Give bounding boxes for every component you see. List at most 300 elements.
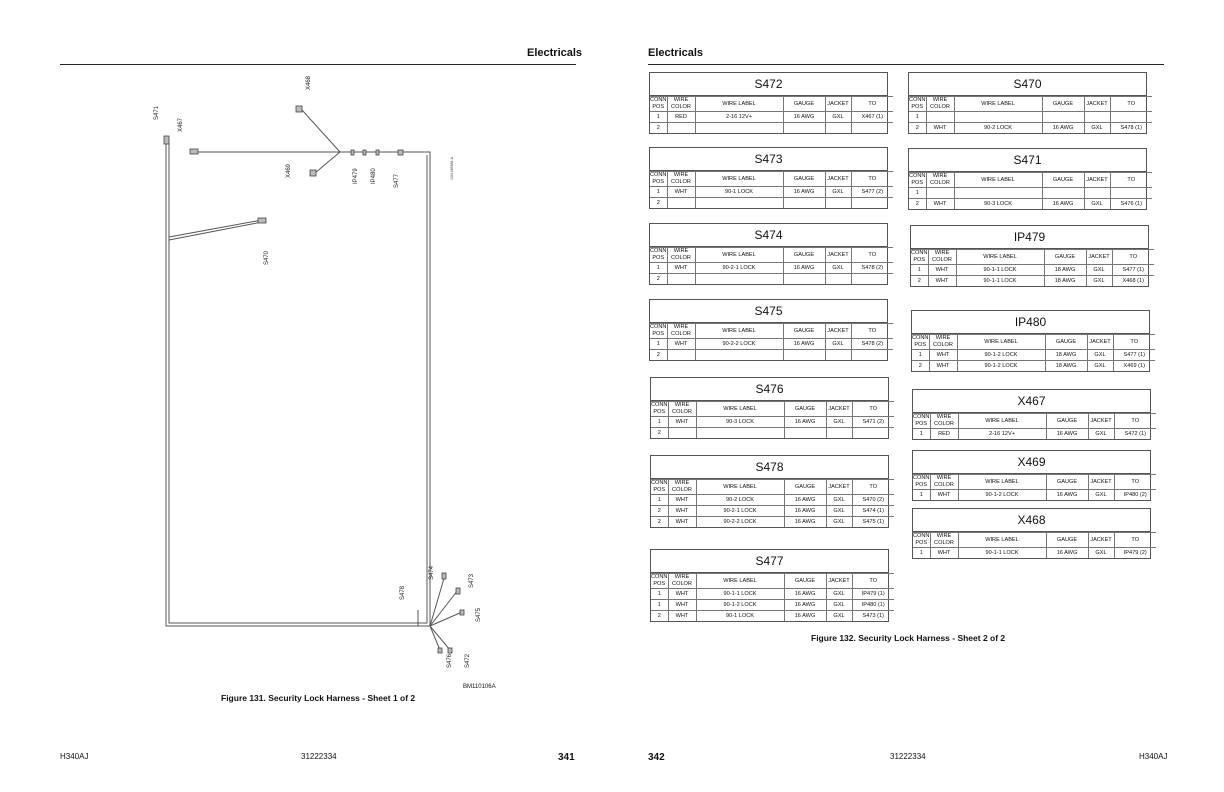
table-cell: 90-1-1 LOCK — [696, 589, 784, 600]
column-header: CONN POS — [912, 335, 929, 348]
table-title: S472 — [650, 73, 887, 96]
table-cell: WHT — [667, 263, 695, 274]
table-cell: 90-1-1 LOCK — [958, 548, 1046, 559]
figure-caption: Figure 131. Security Lock Harness - Sheet 1 of 2 — [221, 693, 416, 703]
column-header: WIRE COLOR — [929, 335, 957, 350]
table-title: IP479 — [911, 226, 1148, 249]
table-cell: 2 — [650, 198, 667, 209]
table-cell: 16 AWG — [1042, 199, 1084, 210]
table-cell: GXL — [825, 187, 851, 198]
table-cell: RED — [930, 429, 958, 440]
table-cell: WHT — [668, 495, 696, 506]
table-title: S474 — [650, 224, 887, 247]
table-cell: 1 — [651, 589, 668, 600]
column-header: JACKET — [825, 324, 851, 339]
table-cell: S472 (1) — [1114, 429, 1156, 440]
table-cell: S477 (2) — [851, 187, 893, 198]
column-header: WIRE LABEL — [956, 250, 1044, 265]
table-cell — [851, 123, 893, 134]
column-header: TO — [852, 480, 894, 495]
label-s478: S478 — [400, 585, 406, 600]
table-cell: IP479 (2) — [1114, 548, 1156, 559]
table-cell: 2 — [651, 428, 668, 439]
column-header: WIRE COLOR — [928, 250, 956, 265]
table-cell: S471 (2) — [852, 417, 894, 428]
table-cell — [825, 274, 851, 285]
column-header: WIRE COLOR — [930, 414, 958, 429]
table-cell — [851, 198, 893, 209]
table-header-row — [911, 250, 1154, 265]
wire-table-grid — [913, 413, 1156, 439]
table-cell: WHT — [668, 611, 696, 622]
table-header-row — [909, 97, 1152, 112]
table-cell: GXL — [1088, 548, 1114, 559]
column-header: JACKET — [1084, 97, 1110, 112]
table-header-row — [909, 173, 1152, 188]
wire-table-grid — [912, 334, 1155, 371]
table-cell — [851, 350, 893, 361]
column-header: WIRE LABEL — [695, 324, 783, 339]
table-header-row — [651, 480, 894, 495]
label-s475: S475 — [476, 607, 482, 622]
column-header: TO — [852, 574, 894, 589]
table-cell: 16 AWG — [1046, 490, 1088, 501]
column-header: GAUGE — [1046, 475, 1088, 490]
table-cell — [826, 428, 852, 439]
column-header: TO — [851, 324, 893, 339]
table-cell: GXL — [825, 339, 851, 350]
column-header: JACKET — [1088, 533, 1114, 548]
column-header: WIRE COLOR — [930, 533, 958, 548]
table-cell: WHT — [930, 548, 958, 559]
table-title: S477 — [651, 550, 888, 573]
table-row — [911, 265, 1154, 276]
table-cell: 90-3 LOCK — [954, 199, 1042, 210]
wire-table-grid — [650, 247, 893, 284]
label-s471: S471 — [154, 105, 160, 120]
column-header: WIRE LABEL — [696, 480, 784, 495]
figure-code: BM110106A — [463, 684, 496, 690]
table-cell: X468 (1) — [1112, 276, 1154, 287]
column-header: CONN POS — [650, 172, 667, 185]
table-row — [911, 276, 1154, 287]
table-header-row — [650, 172, 893, 187]
table-cell: IP479 (1) — [852, 589, 894, 600]
column-header: TO — [1114, 533, 1156, 548]
table-cell: GXL — [1087, 350, 1113, 361]
table-cell: 1 — [909, 188, 926, 199]
table-cell: 2-16 12V+ — [695, 112, 783, 123]
table-cell — [954, 188, 1042, 199]
label-ip480: IP480 — [371, 168, 377, 184]
table-cell: WHT — [929, 350, 957, 361]
column-header: WIRE COLOR — [667, 97, 695, 112]
table-cell: 1 — [650, 112, 667, 123]
table-row — [650, 274, 893, 285]
table-cell: S478 (2) — [851, 339, 893, 350]
column-header: CONN POS — [913, 475, 930, 488]
column-header: WIRE LABEL — [954, 97, 1042, 112]
wire-table-ip479 — [910, 225, 1149, 287]
figure-caption: Figure 132. Security Lock Harness - Sheet 2 of 2 — [811, 633, 1006, 643]
table-cell: 2 — [912, 361, 929, 372]
table-cell: WHT — [668, 517, 696, 528]
table-cell: 18 AWG — [1044, 276, 1086, 287]
table-cell: 2 — [909, 123, 926, 134]
table-cell — [695, 198, 783, 209]
wire-table-grid — [909, 172, 1152, 209]
table-cell: 16 AWG — [1046, 429, 1088, 440]
table-header-row — [650, 324, 893, 339]
table-cell: WHT — [668, 506, 696, 517]
wire-table-ip480 — [911, 310, 1150, 372]
table-cell: 16 AWG — [784, 517, 826, 528]
table-cell: S478 (2) — [851, 263, 893, 274]
wire-table-x468 — [912, 508, 1151, 559]
label-s472: S472 — [465, 653, 471, 668]
wire-table-x467 — [912, 389, 1151, 440]
table-cell: WHT — [926, 199, 954, 210]
table-cell: GXL — [826, 589, 852, 600]
table-cell: WHT — [929, 361, 957, 372]
column-header: TO — [851, 172, 893, 187]
column-header: GAUGE — [783, 172, 825, 187]
column-header: JACKET — [1084, 173, 1110, 188]
table-cell: 90-1 LOCK — [696, 611, 784, 622]
label-s476: S476 — [447, 653, 453, 668]
column-header: CONN POS — [650, 97, 667, 110]
footer-center: 31222334 — [890, 752, 926, 761]
wire-table-grid — [651, 479, 894, 527]
table-cell: 1 — [651, 417, 668, 428]
table-cell: 90-2-2 LOCK — [695, 339, 783, 350]
column-header: WIRE LABEL — [695, 172, 783, 187]
table-header-row — [650, 97, 893, 112]
table-cell: 1 — [651, 495, 668, 506]
table-row — [651, 417, 894, 428]
page-number: 342 — [648, 752, 665, 763]
table-cell: 16 AWG — [783, 187, 825, 198]
table-cell: X469 (1) — [1113, 361, 1155, 372]
table-cell: WHT — [668, 600, 696, 611]
table-title: X468 — [913, 509, 1150, 532]
table-cell — [668, 428, 696, 439]
column-header: GAUGE — [1045, 335, 1087, 350]
table-cell: 16 AWG — [783, 112, 825, 123]
table-cell: 18 AWG — [1045, 361, 1087, 372]
table-cell: RED — [667, 112, 695, 123]
table-cell: 1 — [913, 548, 930, 559]
header-rule — [648, 64, 1164, 65]
wire-table-s478 — [650, 455, 889, 528]
label-s470: S470 — [264, 250, 270, 265]
column-header: TO — [852, 402, 894, 417]
table-cell: GXL — [1088, 429, 1114, 440]
column-header: GAUGE — [784, 574, 826, 589]
harness-drawing — [150, 70, 490, 680]
wire-table-grid — [913, 474, 1156, 500]
column-header: GAUGE — [1044, 250, 1086, 265]
column-header: WIRE LABEL — [958, 533, 1046, 548]
table-cell: 2 — [911, 276, 928, 287]
table-cell: 16 AWG — [784, 589, 826, 600]
table-cell: 16 AWG — [1042, 123, 1084, 134]
table-cell: GXL — [826, 417, 852, 428]
column-header: JACKET — [826, 402, 852, 417]
wire-table-grid — [911, 249, 1154, 286]
table-title: X467 — [913, 390, 1150, 413]
column-header: TO — [1110, 97, 1152, 112]
table-row — [912, 361, 1155, 372]
table-header-row — [913, 533, 1156, 548]
table-cell — [695, 274, 783, 285]
table-cell: 90-2-1 LOCK — [696, 506, 784, 517]
table-row — [909, 199, 1152, 210]
column-header: CONN POS — [650, 248, 667, 261]
table-cell: 90-1-2 LOCK — [696, 600, 784, 611]
table-cell: 18 AWG — [1045, 350, 1087, 361]
table-cell — [695, 123, 783, 134]
label-s477: S477 — [394, 173, 400, 188]
label-s473: S473 — [469, 573, 475, 588]
table-cell — [783, 198, 825, 209]
table-cell: GXL — [1087, 361, 1113, 372]
table-cell: 16 AWG — [784, 506, 826, 517]
wire-table-grid — [913, 532, 1156, 558]
table-cell — [695, 350, 783, 361]
table-cell: 2 — [651, 611, 668, 622]
table-cell: 90-2-1 LOCK — [695, 263, 783, 274]
wire-table-s471 — [908, 148, 1147, 210]
table-cell — [783, 274, 825, 285]
wire-table-s476 — [650, 377, 889, 439]
table-cell: 90-1-2 LOCK — [958, 490, 1046, 501]
table-cell — [825, 350, 851, 361]
column-header: JACKET — [1088, 414, 1114, 429]
column-header: WIRE LABEL — [958, 414, 1046, 429]
table-row — [913, 429, 1156, 440]
wire-table-s477 — [650, 549, 889, 622]
table-cell: WHT — [926, 123, 954, 134]
column-header: CONN POS — [650, 324, 667, 337]
column-header: WIRE LABEL — [696, 402, 784, 417]
table-cell: 2 — [909, 199, 926, 210]
table-cell: GXL — [1084, 123, 1110, 134]
table-row — [651, 611, 894, 622]
column-header: WIRE LABEL — [695, 97, 783, 112]
table-title: X469 — [913, 451, 1150, 474]
table-cell: 90-1-2 LOCK — [957, 350, 1045, 361]
table-cell: GXL — [826, 517, 852, 528]
wire-table-x469 — [912, 450, 1151, 501]
table-cell: WHT — [928, 276, 956, 287]
table-cell: 1 — [913, 429, 930, 440]
table-cell: 2 — [650, 350, 667, 361]
column-header: GAUGE — [783, 97, 825, 112]
table-cell — [1110, 188, 1152, 199]
table-cell: 90-1-1 LOCK — [956, 276, 1044, 287]
table-cell: GXL — [1086, 276, 1112, 287]
label-s474: S474 — [429, 565, 435, 580]
table-cell — [667, 123, 695, 134]
table-cell: GXL — [1088, 490, 1114, 501]
column-header: JACKET — [825, 248, 851, 263]
header-rule — [60, 64, 576, 65]
column-header: GAUGE — [783, 248, 825, 263]
table-cell: 90-1-1 LOCK — [956, 265, 1044, 276]
table-row — [651, 517, 894, 528]
table-cell — [825, 198, 851, 209]
table-cell: 16 AWG — [783, 339, 825, 350]
table-cell: WHT — [667, 187, 695, 198]
table-cell — [1042, 188, 1084, 199]
table-cell: 90-2 LOCK — [696, 495, 784, 506]
table-cell: 90-1-2 LOCK — [957, 361, 1045, 372]
table-cell: 2 — [651, 506, 668, 517]
table-cell: GXL — [826, 611, 852, 622]
column-header: TO — [851, 97, 893, 112]
table-row — [909, 188, 1152, 199]
harness-diagram — [150, 70, 490, 680]
table-cell: 16 AWG — [784, 495, 826, 506]
table-cell: WHT — [668, 589, 696, 600]
table-cell: WHT — [930, 490, 958, 501]
label-x467: X467 — [178, 117, 184, 132]
table-cell: GXL — [825, 112, 851, 123]
column-header: WIRE COLOR — [926, 173, 954, 188]
table-cell: 1 — [650, 339, 667, 350]
table-header-row — [912, 335, 1155, 350]
table-cell: 2 — [650, 123, 667, 134]
table-header-row — [913, 475, 1156, 490]
column-header: GAUGE — [784, 402, 826, 417]
table-cell: 16 AWG — [784, 611, 826, 622]
table-cell: 16 AWG — [783, 263, 825, 274]
table-cell — [926, 188, 954, 199]
footer-right: H340AJ — [1139, 752, 1168, 761]
wire-table-grid — [650, 171, 893, 208]
side-code: 1001089884-A — [450, 157, 454, 180]
page-number: 341 — [558, 752, 575, 763]
column-header: JACKET — [825, 172, 851, 187]
table-row — [912, 350, 1155, 361]
table-cell: GXL — [825, 263, 851, 274]
table-cell — [926, 112, 954, 123]
table-cell: 1 — [911, 265, 928, 276]
column-header: WIRE COLOR — [926, 97, 954, 112]
table-header-row — [650, 248, 893, 263]
table-row — [651, 600, 894, 611]
table-cell: IP480 (2) — [1114, 490, 1156, 501]
table-cell: S470 (2) — [852, 495, 894, 506]
column-header: CONN POS — [913, 414, 930, 427]
table-cell: IP480 (1) — [852, 600, 894, 611]
table-header-row — [913, 414, 1156, 429]
table-cell — [825, 123, 851, 134]
column-header: JACKET — [825, 97, 851, 112]
table-cell: 90-1 LOCK — [695, 187, 783, 198]
table-title: S475 — [650, 300, 887, 323]
table-cell: 2 — [650, 274, 667, 285]
table-cell: 18 AWG — [1044, 265, 1086, 276]
column-header: WIRE COLOR — [668, 402, 696, 417]
table-row — [651, 506, 894, 517]
table-cell: 2 — [651, 517, 668, 528]
table-row — [650, 339, 893, 350]
table-cell: S474 (1) — [852, 506, 894, 517]
column-header: GAUGE — [783, 324, 825, 339]
table-cell: S477 (1) — [1112, 265, 1154, 276]
column-header: TO — [1113, 335, 1155, 350]
table-cell: 90-2 LOCK — [954, 123, 1042, 134]
table-row — [913, 548, 1156, 559]
column-header: TO — [1114, 414, 1156, 429]
column-header: CONN POS — [909, 173, 926, 186]
table-cell — [954, 112, 1042, 123]
table-row — [650, 198, 893, 209]
wire-table-s473 — [649, 147, 888, 209]
wire-table-s472 — [649, 72, 888, 134]
table-cell: 1 — [909, 112, 926, 123]
column-header: WIRE COLOR — [667, 248, 695, 263]
column-header: CONN POS — [911, 250, 928, 263]
table-cell: 1 — [651, 600, 668, 611]
label-ip479: IP479 — [353, 168, 359, 184]
column-header: JACKET — [1087, 335, 1113, 350]
table-cell: S478 (1) — [1110, 123, 1152, 134]
column-header: TO — [1110, 173, 1152, 188]
table-row — [909, 112, 1152, 123]
table-cell: S476 (1) — [1110, 199, 1152, 210]
table-cell — [667, 274, 695, 285]
table-cell — [1042, 112, 1084, 123]
column-header: WIRE LABEL — [957, 335, 1045, 350]
column-header: GAUGE — [1042, 173, 1084, 188]
label-x469: X469 — [286, 163, 292, 178]
column-header: JACKET — [1088, 475, 1114, 490]
table-cell: 16 AWG — [1046, 548, 1088, 559]
table-cell — [783, 123, 825, 134]
label-x468: X468 — [306, 75, 312, 90]
table-cell: 16 AWG — [784, 417, 826, 428]
table-cell — [783, 350, 825, 361]
wire-table-grid — [650, 96, 893, 133]
column-header: GAUGE — [1046, 533, 1088, 548]
column-header: WIRE COLOR — [668, 480, 696, 495]
column-header: WIRE LABEL — [695, 248, 783, 263]
column-header: WIRE LABEL — [954, 173, 1042, 188]
column-header: CONN POS — [651, 574, 668, 587]
table-row — [913, 490, 1156, 501]
table-row — [651, 589, 894, 600]
table-title: S470 — [909, 73, 1146, 96]
column-header: JACKET — [1086, 250, 1112, 265]
table-row — [651, 495, 894, 506]
table-cell — [851, 274, 893, 285]
table-cell: WHT — [928, 265, 956, 276]
table-title: S473 — [650, 148, 887, 171]
column-header: WIRE COLOR — [667, 172, 695, 187]
table-cell: 1 — [912, 350, 929, 361]
column-header: CONN POS — [651, 402, 668, 415]
wire-table-s470 — [908, 72, 1147, 134]
column-header: WIRE COLOR — [930, 475, 958, 490]
table-row — [651, 428, 894, 439]
table-cell — [784, 428, 826, 439]
column-header: WIRE LABEL — [958, 475, 1046, 490]
table-cell — [667, 198, 695, 209]
table-cell: 1 — [650, 263, 667, 274]
